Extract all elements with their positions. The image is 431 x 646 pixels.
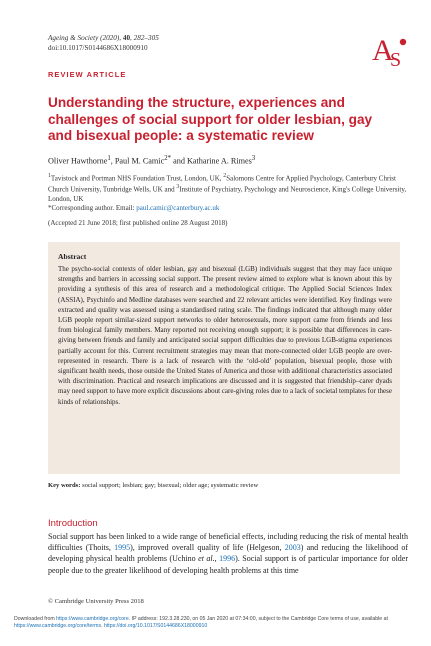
journal-name: Ageing & Society (48, 34, 99, 42)
terms-link[interactable]: https://www.cambridge.org/core/terms (14, 623, 102, 630)
cambridge-core-link[interactable]: https://www.cambridge.org/core (56, 616, 129, 622)
citation-link[interactable]: 2003 (284, 543, 301, 553)
journal-logo (370, 30, 410, 70)
logo-dot-icon (400, 39, 406, 45)
email-link[interactable]: paul.camic@canterbury.ac.uk (136, 203, 220, 212)
abstract-text: The psycho-social contexts of older lesbian, gay and bisexual (LGB) individuals suggest that they may face unique strengths and barriers in accessing social support. The present review aimed to explore what is known about this by providing a synthesis of this area of research and a methodological critique. The Applied Social Sciences Index (ASSIA), Psychinfo and Medline databases were searched and 22 relevant articles were identified. Key findings were extracted and quality was assessed using a standardised rating scale. The findings indicated that although many older LGB people report similar-sized support networks to older heterosexuals, more support came from friends and less from biological family members. Many reported not receiving enough support; it is possible that differences in care-giving between friends and family and anticipated social support difficulties due to previous LGB-stigma experiences partially account for this. Current recruitment strategies may mean that more-connected older LGB people are over-represented in research. There is a lack of research with the ‘old-old’ population, bisexual people, those with significant health needs, those outside the United States of America and those with additional characteristics associated with discrimination. Practical and research implications are discussed and it is suggested that friendship–carer dyads may need support to have more explicit discussions about care-giving roles due to a lack of societal templates for these kinds of relationships. (58, 265, 392, 406)
logo-letter-s: S (390, 49, 402, 70)
author-1[interactable]: Oliver Hawthorne (48, 156, 108, 166)
publication-dates: (Accepted 21 June 2018; first published online 28 August 2018) (48, 219, 228, 227)
introduction-text: Social support has been linked to a wide range of beneficial effects, including reducing the risk of mental health difficulties (Thoits, 1995), improved overall quality of life (Helgeson, 2003) and reducing the likelihood of developing physical health problems (Uchino et al., 1996). Social support is of particular importance for older people due to the greater likelihood of developing health problems at this time (48, 532, 409, 575)
section-heading-introduction: Introduction (48, 518, 98, 529)
as-logo-icon (370, 30, 410, 70)
download-footer: Downloaded from https://www.cambridge.org/core. IP address: 192.3.28.230, on 05 Jan 2020 at 07:34:00, subject to the Cambridge Core terms of use, available at https://www.cambridge.org/core/terms. https://doi.org/10.1017/S0144686X18000910 (14, 616, 388, 630)
article-title: Understanding the structure, experiences and challenges of social support for older lesbian, gay and bisexual people: a systematic review (48, 95, 373, 143)
logo-letter-a: A (372, 34, 394, 67)
journal-doi: doi:10.1017/S0144686X18000910 (48, 43, 148, 52)
corresponding-author: *Corresponding author. Email: paul.camic@canterbury.ac.uk (48, 203, 220, 212)
affiliations: $^1$Tavistock and Portman NHS Foundation Trust, London, UK, $^2$Salomons Centre for Applied Psychology, Canterbury Christ Church University, Tunbridge Wells, UK and $^3$Institute of Psychiatry, Psychology and Neuroscience, King's College University, London, UK *Corresponding author. Email: paul.camic@canterbury.ac.uk (48, 173, 407, 212)
keywords: Key words: social support; lesbian; gay; bisexual; older age; systematic review (48, 482, 259, 489)
abstract-heading: Abstract (58, 252, 87, 261)
journal-citation: Ageing & Society (2020), 40, 282–305 doi:10.1017/S0144686X18000910 (48, 34, 159, 52)
copyright: © Cambridge University Press 2018 (48, 598, 144, 605)
citation-link[interactable]: 1995 (114, 543, 131, 553)
author-list: Oliver Hawthorne$^1$, Paul M. Camic$^{2*}$ and Katharine A. Rimes$^3$ (48, 155, 256, 166)
journal-volume: 40 (122, 34, 131, 42)
doi-link[interactable]: https://doi.org/10.1017/S0144686X18000910 (103, 623, 208, 630)
citation-link[interactable]: 1996 (219, 554, 236, 564)
article-type: REVIEW ARTICLE (48, 70, 127, 79)
author-2[interactable]: , Paul M. Camic (110, 156, 165, 166)
author-3[interactable]: and Katharine A. Rimes (171, 156, 252, 166)
